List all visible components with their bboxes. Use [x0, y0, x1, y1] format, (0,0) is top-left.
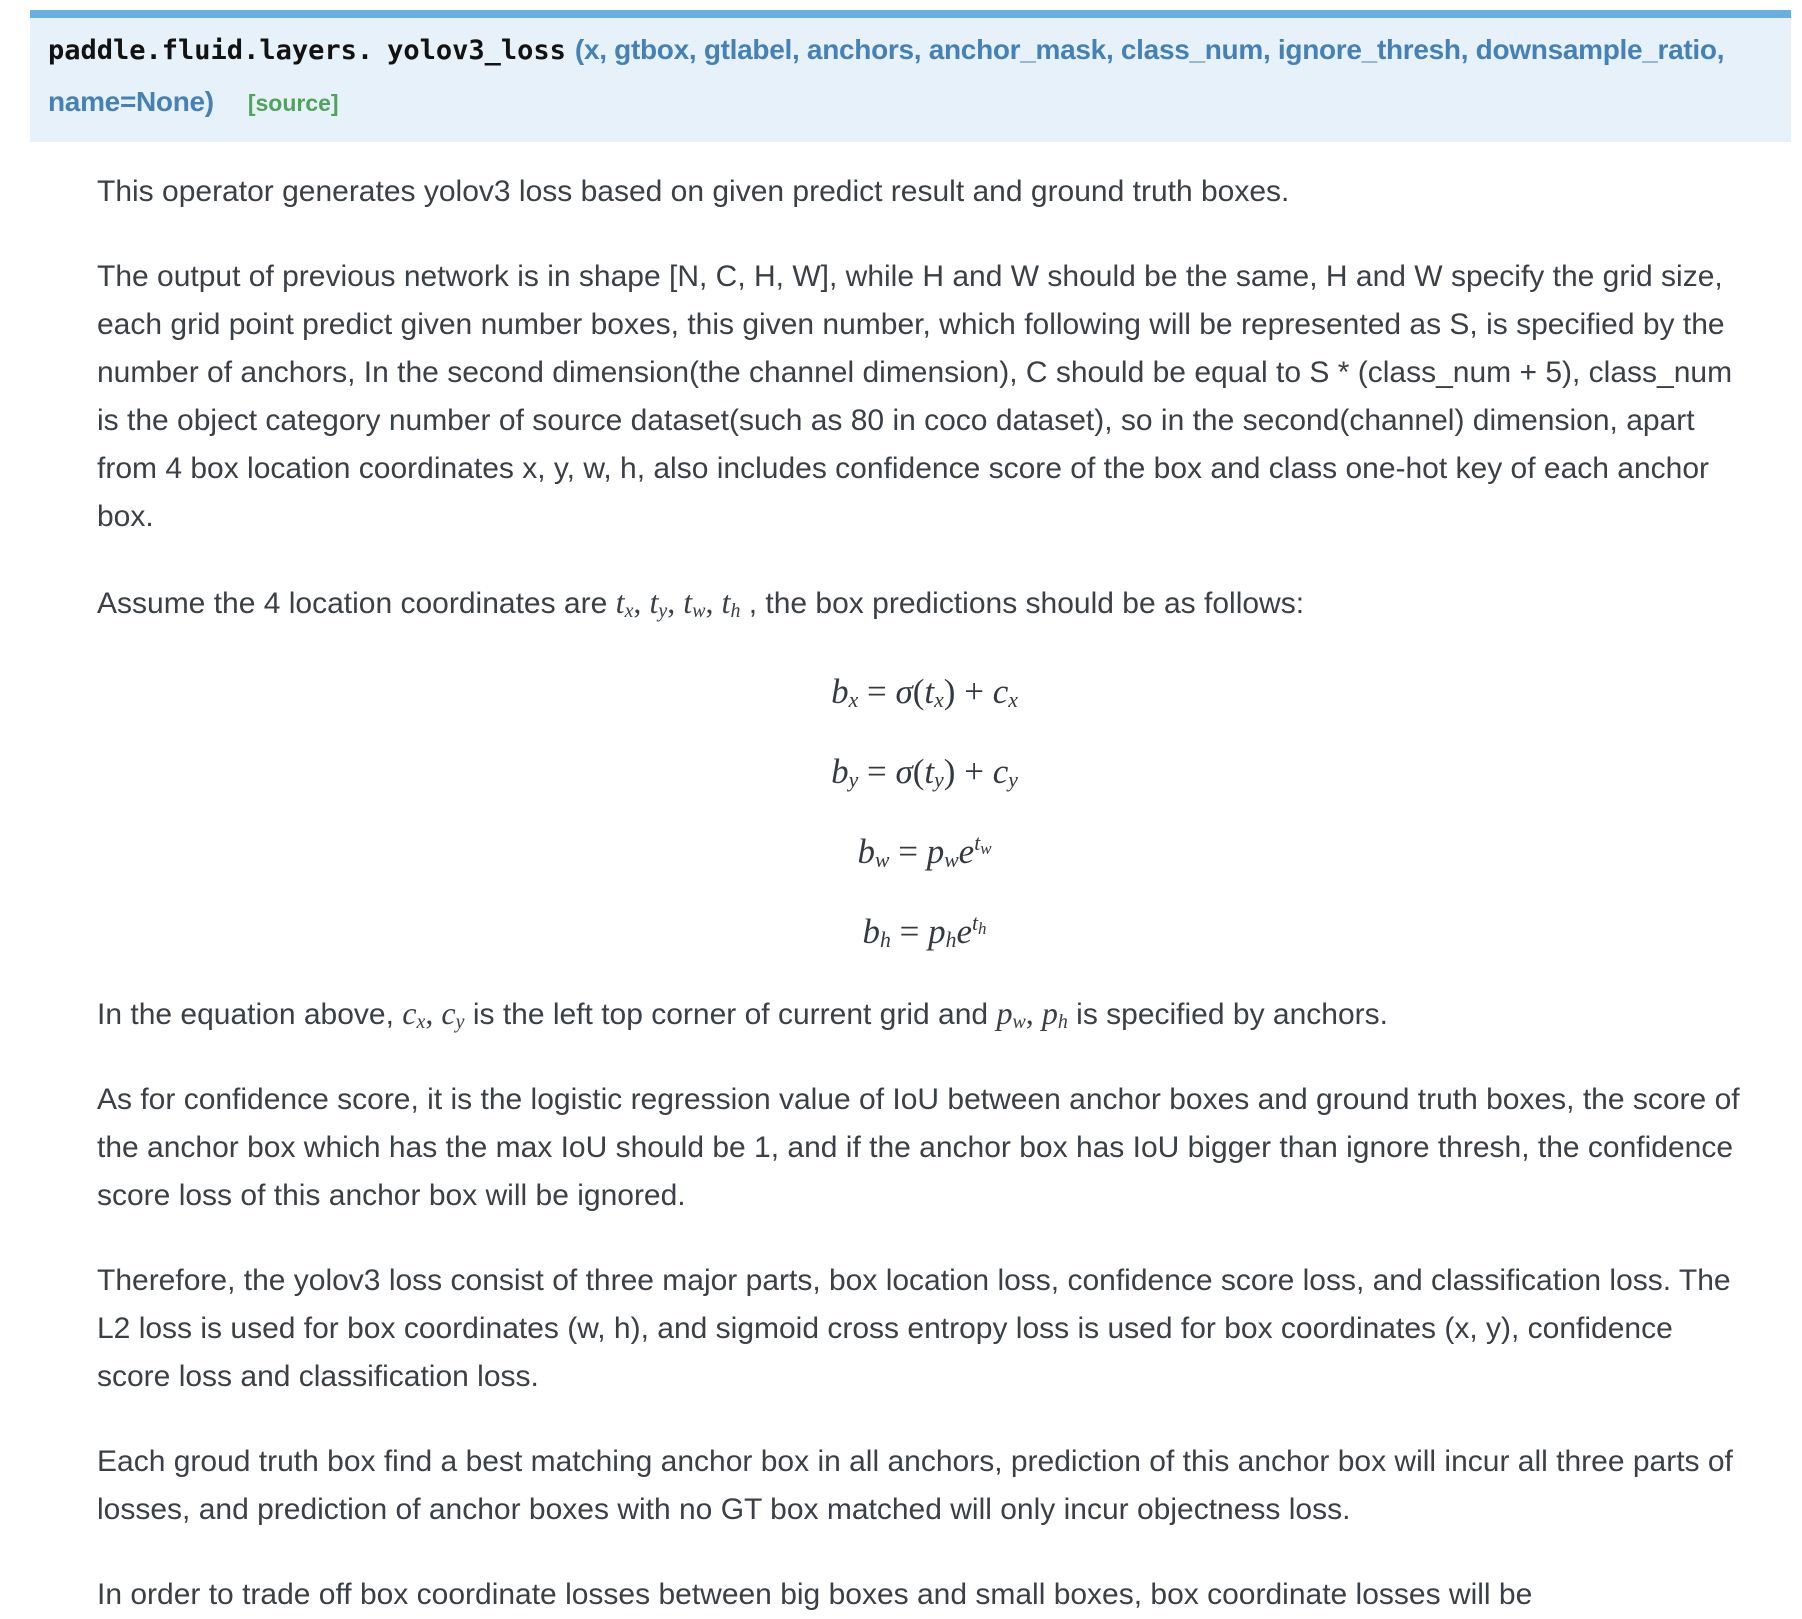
paragraph-therefore: Therefore, the yolov3 loss consist of three major parts, box location loss, confidence score loss, and classification loss. The L2 loss is used for box coordinates (w, h), and sigmoid cross entropy loss is used for box coordinates (x, y), confidence score loss and classification loss.: [97, 1264, 1731, 1393]
paragraph-ground-truth: Each groud truth box find a best matching anchor box in all anchors, prediction of this anchor box will incur all three parts of losses, and prediction of anchor boxes with no GT box matched will only incur objectness loss.: [97, 1445, 1733, 1526]
equation-note-pre: In the equation above,: [97, 998, 403, 1031]
equation-bw: $b_w = p_we^{t_w}$: [857, 830, 992, 872]
paragraph-tradeoff: In order to trade off box coordinate losses between big boxes and small boxes, box coordinate losses will be: [97, 1578, 1533, 1611]
inline-math-c-coords: $c_x$, $c_y$: [402, 995, 465, 1033]
paragraph-intro: This operator generates yolov3 loss based on given predict result and ground truth boxes.: [97, 175, 1290, 208]
inline-math-p-coords: $p_w$, $p_h$: [996, 995, 1068, 1033]
paragraph-shape: The output of previous network is in shape [N, C, H, W], while H and W should be the same, H and W specify the grid size, each grid point predict given number boxes, this given number, which following will be represented as S, is specified by the number of anchors, In the second dimension(the channel dimension), C should be equal to S * (class_num + 5), class_num is the object category number of source dataset(such as 80 in coco dataset), so in the second(channel) dimension, apart from 4 box location coordinates x, y, w, h, also includes confidence score of the box and class one-hot key of each anchor box.: [97, 260, 1733, 533]
equation-bh: $b_h = p_he^{t_h}$: [862, 910, 987, 952]
source-link[interactable]: [source]: [247, 90, 339, 116]
paragraph-equation-note: [97, 989, 1752, 1039]
signature-name: yolov3_loss: [387, 35, 566, 66]
equation-note-post: is specified by anchors.: [1067, 998, 1388, 1031]
inline-math-t-coords: $t_x$, $t_y$, $t_w$, $t_h$: [615, 584, 741, 622]
signature-prefix: paddle.fluid.layers.: [48, 35, 374, 66]
equation-by: $b_y = \sigma(t_y) + c_y$: [831, 752, 1018, 792]
function-signature-box: [30, 10, 1791, 142]
signature-params: (x, gtbox, gtlabel, anchors, anchor_mask, class_num, ignore_thresh, downsample_ratio, name=None): [48, 34, 1725, 117]
assume-text-pre: Assume the 4 location coordinates are: [97, 587, 616, 620]
paragraph-assume: [97, 578, 1752, 628]
equation-note-mid: is the left top corner of current grid and: [464, 998, 997, 1031]
equation-block: [97, 665, 1752, 959]
paragraph-confidence: As for confidence score, it is the logistic regression value of IoU between anchor boxes and ground truth boxes, the score of the anchor box which has the max IoU should be 1, and if the anchor box has IoU bigger than ignore thresh, the confidence score loss of this anchor box will be ignored.: [97, 1083, 1740, 1212]
assume-text-post: , the box predictions should be as follows:: [740, 587, 1305, 620]
description-content: [97, 168, 1752, 1619]
equation-bx: $b_x = \sigma(t_x) + c_x$: [831, 672, 1018, 712]
